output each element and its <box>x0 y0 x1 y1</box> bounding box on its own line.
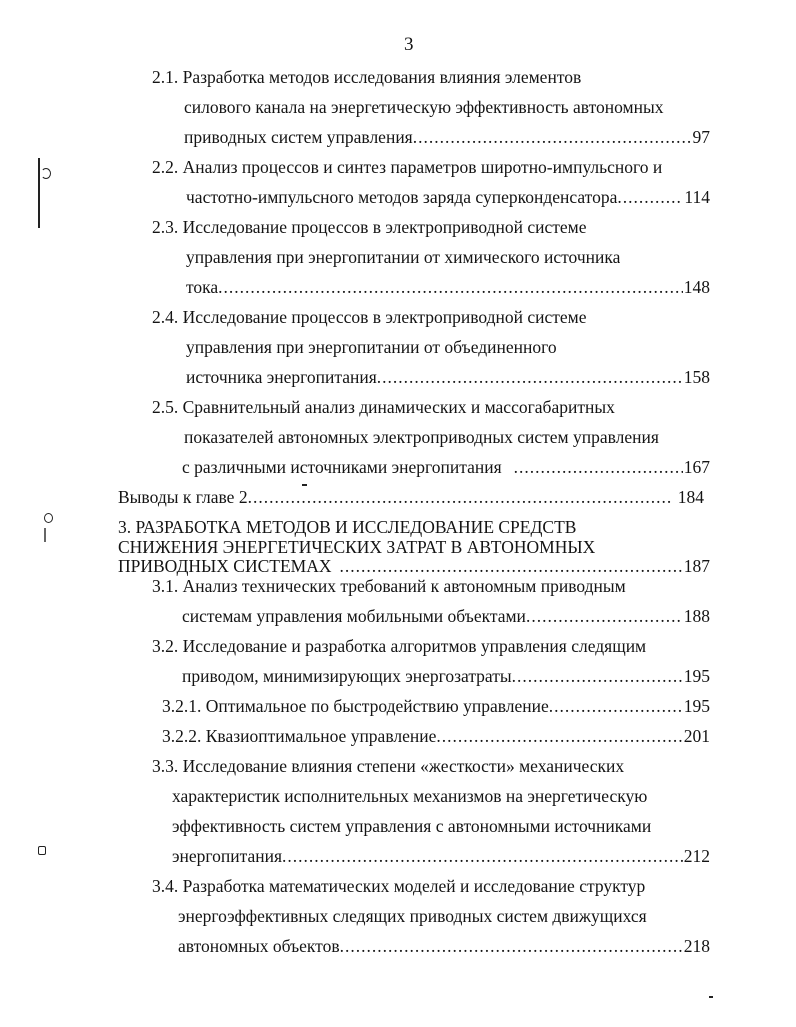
toc-entry-3-2-1[interactable] <box>162 695 710 717</box>
dot-leader <box>502 456 683 478</box>
toc-page-ref: 195 <box>683 666 710 686</box>
dot-leader <box>332 555 683 577</box>
toc-page-ref: 184 <box>677 487 704 507</box>
toc-page-ref: 167 <box>683 457 710 477</box>
toc-entry-3-2-line-1: 3.2. Исследование и разработка алгоритмов управления следящим <box>152 636 647 656</box>
toc-entry-2-4-line-2: управления при энергопитании от объединенного <box>186 337 557 357</box>
toc-page-ref: 188 <box>683 606 710 626</box>
dot-leader <box>617 186 683 208</box>
toc-entry-2-2-line-1: 2.2. Анализ процессов и синтез параметров широтно-импульсного и <box>152 157 663 177</box>
toc-entry-2-3-line-2: управления при энергопитании от химического источника <box>186 247 621 267</box>
toc-entry-2-1-line-2: силового канала на энергетическую эффективность автономных <box>184 97 664 117</box>
toc-entry-text: приводом, минимизирующих энергозатраты <box>182 666 512 686</box>
dot-leader <box>512 665 683 687</box>
toc-entry-text: приводных систем управления <box>184 127 413 147</box>
toc-entry-text: ПРИВОДНЫХ СИСТЕМАХ <box>118 556 332 576</box>
toc-entry-2-5-line-1: 2.5. Сравнительный анализ динамических и массогабаритных <box>152 397 615 417</box>
dot-leader <box>377 366 683 388</box>
toc-page-ref: 201 <box>683 726 710 746</box>
toc-entry-3-1-line-2[interactable] <box>182 605 710 627</box>
page-number: 3 <box>404 34 414 55</box>
chapter-3-heading-line-2: СНИЖЕНИЯ ЭНЕРГЕТИЧЕСКИХ ЗАТРАТ В АВТОНОМНЫХ <box>118 537 596 557</box>
toc-entry-2-3-line-1: 2.3. Исследование процессов в электроприводной системе <box>152 217 587 237</box>
chapter-3-heading-line-3[interactable] <box>118 555 710 577</box>
toc-entry-3-4-line-2: энергоэффективных следящих приводных систем движущихся <box>178 906 647 926</box>
toc-page-ref: 195 <box>683 696 710 716</box>
toc-entry-2-3-line-3[interactable] <box>186 276 710 298</box>
chapter-3-heading-line-1: 3. РАЗРАБОТКА МЕТОДОВ И ИССЛЕДОВАНИЕ СРЕДСТВ <box>118 517 577 537</box>
toc-entry-3-3-line-3: эффективность систем управления с автономными источниками <box>172 816 652 836</box>
toc-entry-3-2-2[interactable] <box>162 725 710 747</box>
toc-page-ref: 218 <box>683 936 710 956</box>
toc-entry-2-1-line-3[interactable] <box>184 126 710 148</box>
dot-leader <box>282 845 683 867</box>
toc-entry-2-4-line-3[interactable] <box>186 366 710 388</box>
scan-artifact-square <box>38 846 46 855</box>
toc-entry-2-4-line-1: 2.4. Исследование процессов в электроприводной системе <box>152 307 587 327</box>
dot-leader <box>526 605 683 627</box>
toc-entry-text: 3.2.1. Оптимальное по быстродействию управление <box>162 696 549 716</box>
scan-artifact-ring <box>44 513 53 523</box>
toc-page-ref: 187 <box>683 556 710 576</box>
toc-entry-2-1-line-1: 2.1. Разработка методов исследования влияния элементов <box>152 67 582 87</box>
scan-artifact-line <box>44 528 46 542</box>
toc-entry-3-1-line-1: 3.1. Анализ технических требований к автономным приводным <box>152 576 626 596</box>
dot-leader <box>413 126 692 148</box>
toc-entry-text: системам управления мобильными объектами <box>182 606 526 626</box>
toc-entry-3-3-line-1: 3.3. Исследование влияния степени «жесткости» механических <box>152 756 625 776</box>
toc-entry-text: автономных объектов <box>178 936 340 956</box>
toc-entry-3-4-line-1: 3.4. Разработка математических моделей и исследование структур <box>152 876 646 896</box>
dot-leader <box>340 935 683 957</box>
toc-entry-2-5-line-2: показателей автономных электроприводных систем управления <box>184 427 659 447</box>
toc-entry-conclusions-2[interactable] <box>118 486 704 508</box>
toc-entry-2-5-line-3[interactable] <box>182 456 710 478</box>
toc-entry-3-3-line-4[interactable] <box>172 845 710 867</box>
toc-entry-text: тока <box>186 277 219 297</box>
toc-page-ref: 212 <box>683 846 710 866</box>
toc-entry-3-4-line-3[interactable] <box>178 935 710 957</box>
scan-artifact-speck <box>302 484 307 486</box>
toc-page-ref: 114 <box>684 187 710 207</box>
toc-entry-text: 3.2.2. Квазиоптимальное управление <box>162 726 437 746</box>
dot-leader <box>549 695 683 717</box>
toc-entry-text: частотно-импульсного методов заряда суперконденсатора <box>186 187 618 207</box>
toc-entry-text: источника энергопитания <box>186 367 377 387</box>
toc-entry-2-2-line-2[interactable] <box>186 186 710 208</box>
toc-page-ref: 158 <box>683 367 710 387</box>
toc-entry-text: Выводы к главе 2 <box>118 487 248 507</box>
toc-page-ref: 148 <box>683 277 710 297</box>
toc-entry-text: с различными источниками энергопитания <box>182 457 502 477</box>
toc-entry-text: энергопитания <box>172 846 283 866</box>
toc-entry-3-3-line-2: характеристик исполнительных механизмов на энергетическую <box>172 786 648 806</box>
toc-entry-3-2-line-2[interactable] <box>182 665 710 687</box>
toc-page-ref: 97 <box>692 127 710 147</box>
scan-artifact-speck <box>709 996 713 998</box>
dot-leader <box>248 486 672 508</box>
dot-leader <box>218 276 683 298</box>
dot-leader <box>436 725 682 747</box>
